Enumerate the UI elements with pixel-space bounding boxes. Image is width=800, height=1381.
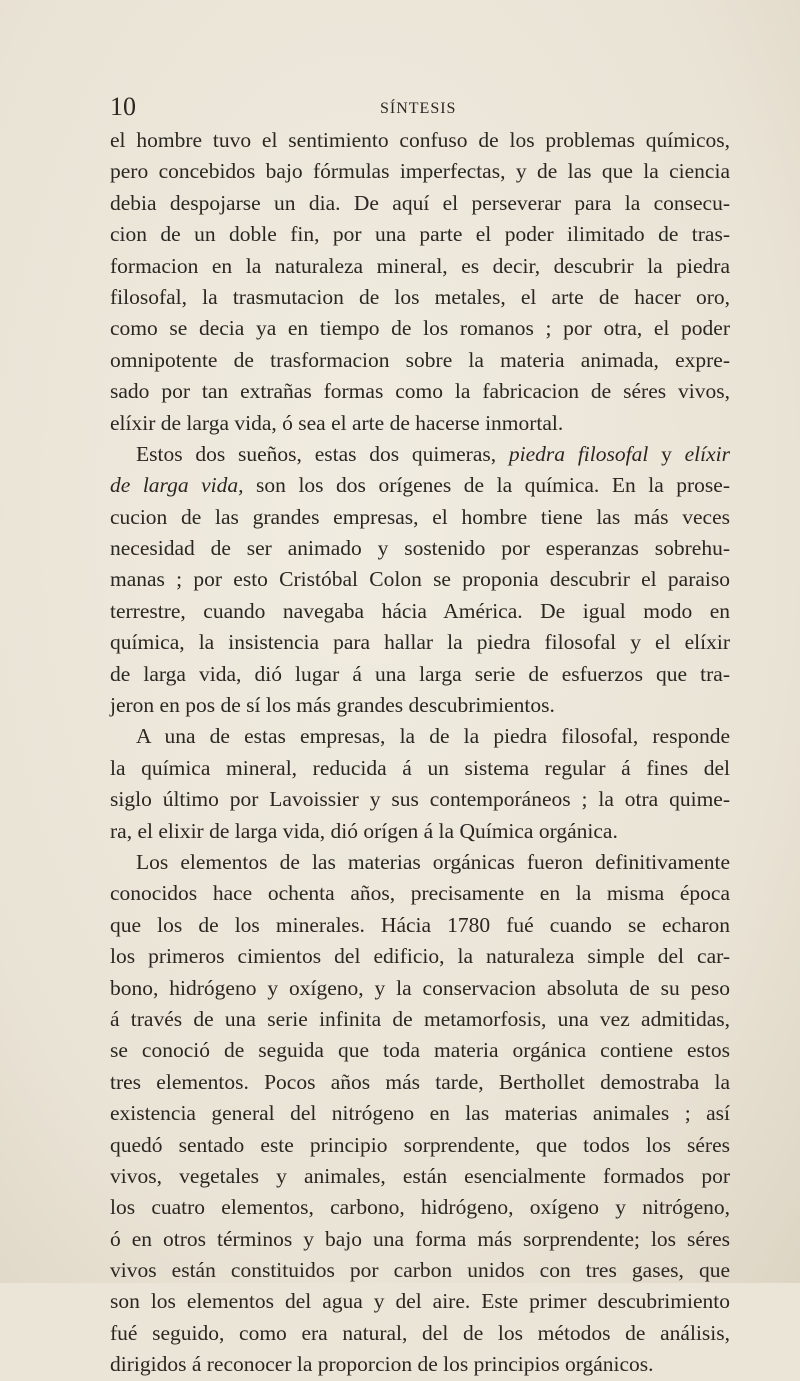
- text-line: vivos están constituidos por carbon unidos con tres gases, que: [110, 1258, 730, 1283]
- text-line: como se decia ya en tiempo de los romanos ; por otra, el poder: [110, 316, 730, 341]
- text-line: quedó sentado este principio sorprendente, que todos los séres: [110, 1132, 730, 1157]
- body-text: [110, 125, 730, 1381]
- text-line: cucion de las grandes empresas, el hombre tiene las más veces: [110, 504, 730, 529]
- text-line: el hombre tuvo el sentimiento confuso de los problemas químicos,: [110, 128, 730, 152]
- text-line: cion de un doble fin, por una parte el poder ilimitado de tras-: [110, 222, 730, 247]
- text-line: ó en otros términos y bajo una forma más sorprendente; los séres: [110, 1226, 730, 1251]
- text-line: los primeros cimientos del edificio, la naturaleza simple del car-: [110, 944, 730, 969]
- text-line: á través de una serie infinita de metamorfosis, una vez admitidas,: [110, 1006, 730, 1031]
- text-line: siglo último por Lavoissier y sus contemporáneos ; la otra quime-: [110, 787, 730, 812]
- text-line: sado por tan extrañas formas como la fabricacion de séres vivos,: [110, 379, 730, 404]
- text-line: fué seguido, como era natural, del de los métodos de análisis,: [110, 1320, 730, 1345]
- text-line: Los elementos de las materias orgánicas fueron definitivamente: [136, 849, 730, 874]
- italic-term: piedra filosofal: [508, 441, 649, 466]
- text-line: jeron en pos de sí los más grandes descubrimientos.: [110, 693, 555, 718]
- text-line: se conoció de seguida que toda materia orgánica contiene estos: [110, 1038, 730, 1063]
- text-line: omnipotente de trasformacion sobre la materia animada, expre-: [110, 347, 730, 372]
- text-line: de larga vida, dió lugar á una larga serie de esfuerzos que tra-: [110, 661, 730, 686]
- text-line: química, la insistencia para hallar la piedra filosofal y el elíxir: [110, 630, 730, 655]
- text-line: debia despojarse un dia. De aquí el perseverar para la consecu-: [110, 190, 730, 215]
- text-line: filosofal, la trasmutacion de los metales, el arte de hacer oro,: [110, 284, 730, 309]
- text-run: son los dos orígenes de la química. En la prose-: [243, 473, 730, 498]
- text-line: necesidad de ser animado y sostenido por esperanzas sobrehu-: [110, 536, 730, 561]
- text-line: terrestre, cuando navegaba hácia América. De igual modo en: [110, 598, 730, 623]
- text-line: vivos, vegetales y animales, están esencialmente formados por: [110, 1163, 730, 1188]
- text-line: [110, 470, 730, 501]
- text-line: tres elementos. Pocos años más tarde, Berthollet demostraba la: [110, 1069, 730, 1094]
- text-line: ra, el elixir de larga vida, dió orígen á la Química orgánica.: [110, 818, 618, 843]
- page-number: 10: [110, 92, 136, 121]
- text-run: y: [648, 441, 685, 466]
- text-line: la química mineral, reducida á un sistema regular á fines del: [110, 755, 730, 780]
- text-line: dirigidos á reconocer la proporcion de los principios orgánicos.: [110, 1352, 654, 1377]
- text-line: A una de estas empresas, la de la piedra filosofal, responde: [136, 724, 730, 749]
- running-head: SÍNTESIS: [380, 100, 457, 117]
- text-line: conocidos hace ochenta años, precisamente en la misma época: [110, 881, 730, 906]
- text-line: [110, 439, 730, 470]
- italic-term: de larga vida,: [110, 473, 244, 498]
- text-line: formacion en la naturaleza mineral, es decir, descubrir la piedra: [110, 253, 730, 278]
- italic-term: elíxir: [684, 441, 731, 466]
- text-line: bono, hidrógeno y oxígeno, y la conservacion absoluta de su peso: [110, 975, 730, 1000]
- text-line: existencia general del nitrógeno en las materias animales ; así: [110, 1101, 730, 1126]
- text-run: Estos dos sueños, estas dos quimeras,: [136, 441, 509, 466]
- text-line: manas ; por esto Cristóbal Colon se proponia descubrir el paraiso: [110, 567, 730, 592]
- text-line: elíxir de larga vida, ó sea el arte de hacerse inmortal.: [110, 410, 564, 435]
- text-line: que los de los minerales. Hácia 1780 fué cuando se echaron: [110, 912, 730, 937]
- text-line: pero concebidos bajo fórmulas imperfectas, y de las que la ciencia: [110, 159, 730, 184]
- text-line: son los elementos del agua y del aire. Este primer descubrimiento: [110, 1289, 730, 1314]
- text-line: los cuatro elementos, carbono, hidrógeno, oxígeno y nitrógeno,: [110, 1195, 730, 1220]
